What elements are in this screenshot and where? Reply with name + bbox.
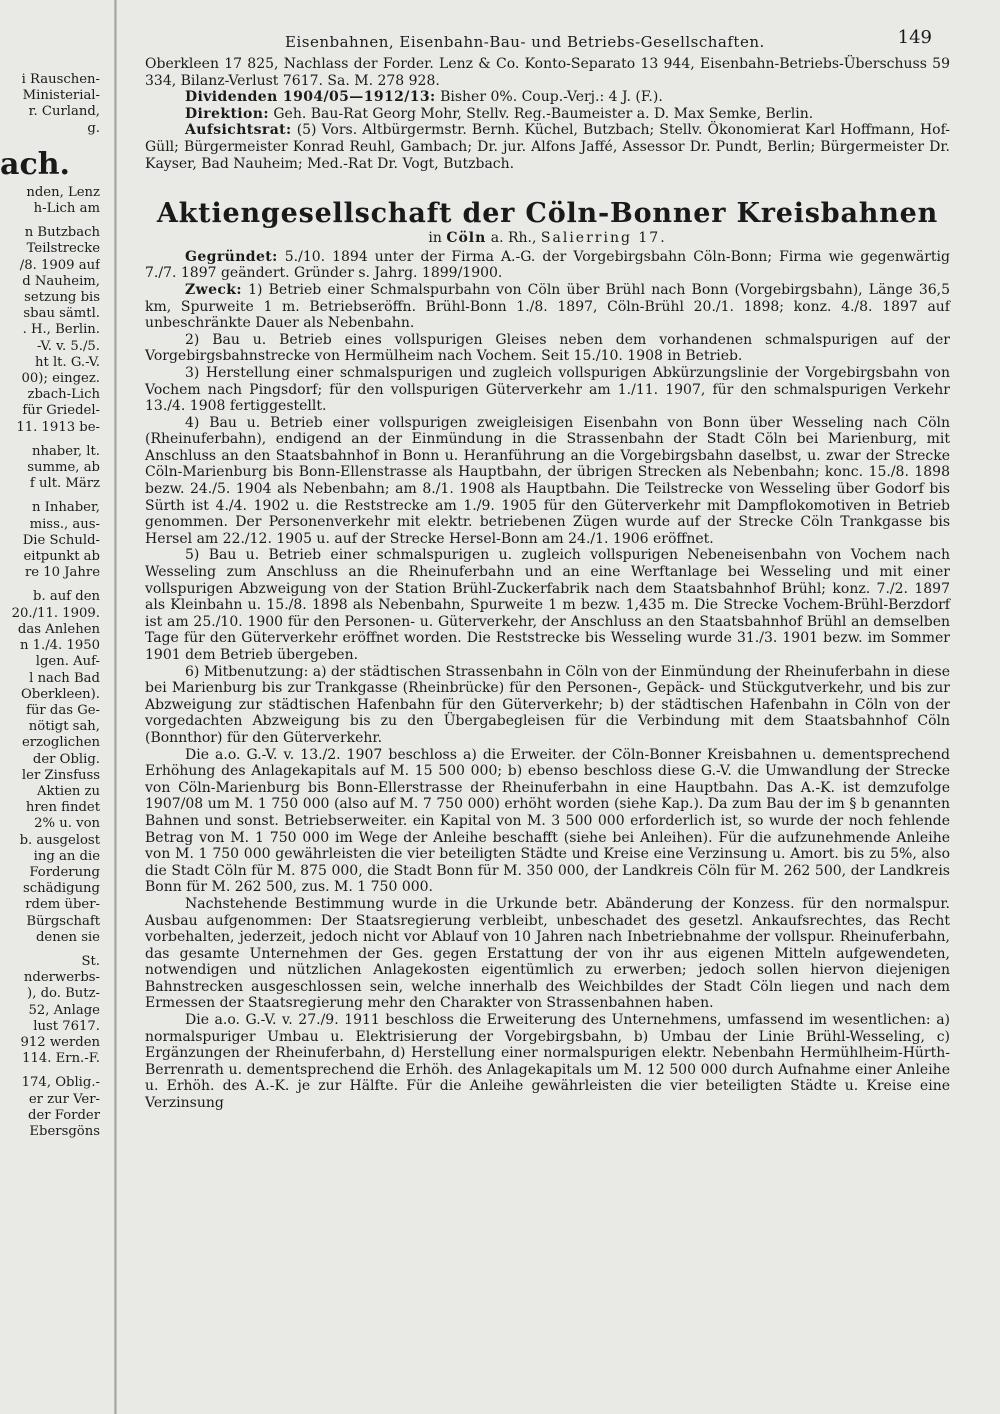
left-column-line: b. ausgelost — [19, 832, 100, 848]
left-column-line: nderwerbs- — [23, 970, 100, 986]
left-column-line: 2% u. von — [34, 816, 100, 832]
left-column-line: eitpunkt ab — [23, 549, 100, 565]
left-column-line: l nach Bad — [29, 670, 100, 686]
company-title: Aktiengesellschaft der Cöln-Bonner Kreisbahnen — [156, 198, 939, 230]
left-column-line: rdem über- — [25, 897, 100, 913]
left-column-line: n Butzbach — [24, 225, 100, 241]
left-column-line: n Inhaber, — [31, 500, 100, 516]
purpose-item-2: 2) Bau u. Betrieb eines vollspurigen Gleises neben dem vorhandenen schmalspurigen auf der Vorgebirgsbahnstrecke von Hermülheim nach Vochem. Seit 15./10. 1908 in Betrieb. — [145, 331, 950, 365]
left-column-line: -V. v. 5./5. — [37, 338, 100, 354]
left-column-line: re 10 Jahre — [24, 565, 100, 581]
left-column-line: . H., Berlin. — [22, 322, 100, 338]
left-column-line: lgen. Auf- — [35, 654, 100, 670]
page-number: 149 — [897, 27, 932, 48]
left-column-line: Aktien zu — [37, 783, 100, 799]
main-column — [145, 27, 950, 1112]
left-column-line — [0, 217, 100, 225]
left-column-line: 11. 1913 be- — [16, 419, 100, 435]
left-column-line: b. auf den — [33, 589, 100, 605]
left-column-line: ), do. Butz- — [27, 986, 100, 1002]
left-column-line: miss., aus- — [29, 516, 100, 532]
page-gutter — [114, 0, 117, 1414]
left-column-line: h-Lich am — [33, 201, 100, 217]
left-column-line: nden, Lenz — [26, 184, 100, 200]
left-column-line: Forderung — [29, 864, 100, 880]
left-column-line: St. — [81, 953, 100, 969]
purpose-item-5: 5) Bau u. Betrieb einer schmalspurigen u. zugleich vollspurigen Nebeneisenbahn von Vochem nach Wesseling zum Anschluss an die Rheinuferbahn und an eine Werftanlage bei Wesseling und mit einer vollspurigen Abzweigung von der Station Brühl-Zuckerfabrik nach dem Staatsbahnhof Brühl; konz. 7./2. 1897 als Kleinbahn u. 15./8. 1898 als Nebenbahn, Spurweite 1 m bezw. 1,435 m. Die Strecke Vochem-Brühl-Berzdorf ist am 25./10. 1900 für den Personen- u. Güterverkehr, der Anschluss an den Staatsbahnhof Brühl an demselben Tage für den Güterverkehr eröffnet worden. Die Reststrecke bis Wesseling wurde 31./3. 1901 bezw. im Sommer 1901 dem Betrieb übergeben. — [145, 547, 950, 663]
founded-paragraph — [145, 249, 950, 282]
left-column-line: ht lt. G.-V. — [34, 354, 100, 370]
left-column-line: 20./11. 1909. — [11, 605, 100, 621]
gv-1907-paragraph: Die a.o. G.-V. v. 13./2. 1907 beschloss a) die Erweiter. der Cöln-Bonner Kreisbahnen u. dementsprechend Erhöhung des Anlagekapitals auf M. 15 500 000; b) ebenso beschloss diese G.-V. die Umwandlung der Strecke von Cöln-Marienburg bis Bonn-Ellerstrasse der Rheinuferbahn in eine Hauptbahn. Das A.-K. ist demzufolge 1907/08 um M. 1 750 000 (also auf M. 7 750 000) erhöht worden (siehe Kap.). Da zum Bau der im § b genannten Bahnen und sonst. Betriebserweiter. ein Kapital von M. 3 500 000 erforderlich ist, so wurde der noch fehlende Betrag von M. 1 750 000 im Wege der Anleihe beschafft (siehe bei Anleihen). Für die aufzunehmende Anleihe von M. 1 750 000 gewährleisten die vier beteiligten Städte und Kreise eine Verzinsung u. Amort. bis zu 5%, also die Stadt Cöln für M. 875 000, die Stadt Bonn für M. 350 000, der Landkreis Cöln für M. 262 500, der Landkreis Bonn für M. 262 500, zus. M. 1 750 000. — [145, 746, 950, 896]
direktion-label: Direktion: — [185, 105, 269, 122]
left-column-line: der Oblig. — [32, 751, 100, 767]
previous-entry-direktion — [145, 106, 950, 123]
left-column-line: hren findet — [25, 800, 100, 816]
left-column-line: ler Zinsfuss — [21, 767, 100, 783]
previous-entry-aufsichtsrat — [145, 122, 950, 172]
left-column-line — [0, 581, 100, 589]
left-column-line: zbach-Lich — [27, 387, 100, 403]
previous-entry-balance: Oberkleen 17 825, Nachlass der Forder. Lenz & Co. Konto-Separato 13 944, Eisenbahn-Betriebs-Überschuss 59 334, Bilanz-Verlust 7617. Sa. M. 278 928. — [145, 56, 950, 89]
left-column-line: ach. — [0, 146, 70, 182]
dividends-label: Dividenden 1904/05—1912/13: — [185, 89, 436, 106]
founded-text: 5./10. 1894 unter der Firma A.-G. der Vorgebirgsbahn Cöln-Bonn; Firma wie gegenwärtig 7./7. 1897 geändert. Gründer s. Jahrg. 1899/1900. — [145, 248, 950, 282]
running-head — [145, 27, 950, 56]
left-column-line — [0, 946, 100, 954]
left-column-line — [0, 1067, 100, 1075]
founded-label: Gegründet: — [185, 248, 278, 265]
left-column-line: 114. Ern.-F. — [22, 1051, 100, 1067]
left-column-line — [0, 436, 100, 444]
left-column-line: Bürgschaft — [26, 913, 100, 929]
left-column-line: lust 7617. — [33, 1018, 100, 1034]
left-column-line: denen sie — [35, 929, 100, 945]
left-column-line: für das Ge- — [26, 702, 100, 718]
left-column-line: i Rauschen- — [21, 72, 100, 87]
left-column-line — [0, 137, 100, 145]
location-mid: a. Rh., — [486, 230, 541, 247]
previous-entry-dividends — [145, 89, 950, 106]
location-prefix: in — [428, 230, 442, 247]
left-column-line: Ministerial- — [22, 88, 100, 104]
left-column-line: für Griedel- — [22, 403, 100, 419]
purpose-text: 1) Betrieb einer Schmalspurbahn von Cöln über Brühl nach Bonn (Vorgebirgsbahn), Länge 36,5 km, Spurweite 1 m. Betriebseröffn. Brühl-Bonn 1./8. 1897, Cöln-Brühl 20./1. 1898; konz. 4./8. 1897 auf unbeschränkte Dauer als Nebenbahn. — [145, 281, 950, 332]
left-column-line: er zur Ver- — [28, 1091, 100, 1107]
left-column-line: Oberkleen). — [20, 686, 100, 702]
left-column-line: sbau sämtl. — [23, 306, 100, 322]
previous-page-column-fragment — [0, 72, 100, 1392]
left-column-line: 52, Anlage — [28, 1002, 100, 1018]
gv-1911-paragraph: Die a.o. G.-V. v. 27./9. 1911 beschloss die Erweiterung des Unternehmens, umfassend im wesentlichen: a) normalspuriger Umbau u. Elektrisierung der Vorgebirgsbahn, b) Umbau der Linie Brühl-Wesseling, c) Ergänzungen der Rheinuferbahn, d) Herstellung einer normalspurigen elektr. Nebenbahn Hermühlheim-Hürth-Berrenrath u. dementsprechend die Erhöh. des Anlagekapitals um M. 12 500 000 durch Aufnahme einer Anleihe u. Erhöh. des A.-K. je zur Hälfte. Für die Anleihe gewährleisten die vier beteiligten Städte u. Kreise eine Verzinsung — [145, 1012, 950, 1112]
company-location — [145, 230, 950, 247]
company-city: Cöln — [446, 230, 487, 247]
running-head-title: Eisenbahnen, Eisenbahn-Bau- und Betriebs-Gesellschaften. — [285, 33, 765, 51]
left-column-line: das Anlehen — [17, 621, 100, 637]
left-column-line: der Forder — [28, 1107, 100, 1123]
direktion-text: Geh. Bau-Rat Georg Mohr, Stellv. Reg.-Baumeister a. D. Max Semke, Berlin. — [268, 105, 814, 122]
company-address: Salierring 17. — [540, 230, 667, 247]
purpose-label: Zweck: — [185, 281, 242, 298]
left-column-line: 00); eingez. — [21, 371, 100, 387]
left-column-line: r. Curland, — [28, 104, 100, 120]
left-column-line: nötigt sah, — [28, 719, 100, 735]
left-column-line: f ult. März — [29, 476, 100, 492]
left-column-line: 174, Oblig.- — [21, 1075, 100, 1091]
left-column-line: 912 werden — [20, 1034, 100, 1050]
left-column-line: /8. 1909 auf — [19, 257, 100, 273]
purpose-item-6: 6) Mitbenutzung: a) der städtischen Strassenbahn in Cöln von der Einmündung der Rheinuferbahn in diese bei Marienburg bis zur Trankgasse (Rheinbrücke) für den Personen-, Gepäck- und Stückgutverkehr, und bis zur Abzweigung zur städtischen Hafenbahn für den Güterverkehr; b) der städtischen Hafenbahn in Cöln von der vorgedachten Abzweigung bis zu den Übergabegleisen für die Verbindung mit dem Staatsbahnhof Cöln (Bonnthor) für den Güterverkehr. — [145, 663, 950, 746]
concession-paragraph: Nachstehende Bestimmung wurde in die Urkunde betr. Abänderung der Konzess. für den normalspur. Ausbau aufgenommen: Der Staatsregierung verbleibt, unbeschadet des gesetzl. Ankaufsrechtes, das Recht vorbehalten, jederzeit, jedoch nicht vor Ablauf von 10 Jahren nach Inbetriebnahme der vollspur. Rheinuferbahn, das gesamte Unternehmen der Ges. gegen Erstattung der von ihr aus eigenen Mitteln aufgewendeten, notwendigen und nützlichen Anlagekosten eigentümlich zu erwerben; jedoch sollen hiervon diejenigen Bahnstrecken ausgeschlossen sein, welche innerhalb des Weichbildes der Stadt Cöln liegen und nach dem Ermessen der Staatsregierung mehr den Charakter von Strassenbahnen haben. — [145, 895, 950, 1012]
left-column-line: n 1./4. 1950 — [19, 638, 100, 654]
left-column-line: d Nauheim, — [22, 273, 100, 289]
purpose-item-4: 4) Bau u. Betrieb einer vollspurigen zweigleisigen Eisenbahn von Bonn über Wesseling nach Cöln (Rheinuferbahn), endigend an der Einmündung in die Strassenbahn der Stadt Cöln bei Marienburg, mit Anschluss an den Staatsbahnhof in Bonn u. Heranführung an die Vorgebirgsbahn daselbst, u. zwar der Strecke Cöln-Marienburg bis Bonn-Ellenstrasse als Hauptbahn, der übrigen Strecken als Nebenbahn; konc. 15./8. 1898 bezw. 24./5. 1904 als Nebenbahn; am 8./1. 1908 als Hauptbahn. Die Teilstrecke von Wesseling über Godorf bis Sürth ist 4./4. 1902 u. die Reststrecke am 1./9. 1905 für den Güterverkehr mit Dampflokomotiven in Betrieb genommen. Der Personenverkehr mit elektr. betriebenen Zügen wurde auf der Strecke Cöln Trankgasse bis Hersel am 22./12. 1905 u. auf der Strecke Hersel-Bonn am 24./1. 1906 eröffnet. — [145, 414, 950, 547]
purpose-item-3: 3) Herstellung einer schmalspurigen und zugleich vollspurigen Abkürzungslinie der Vorgebirgsbahn von Vochem nach Pingsdorf; für den vollspurigen Güterverkehr am 1./11. 1907, für den schmalspurigen Verkehr 13./4. 1908 fertiggestellt. — [145, 364, 950, 415]
left-column-line: Teilstrecke — [26, 241, 100, 257]
left-column-line: setzung bis — [24, 290, 100, 306]
left-column-line: ing an die — [33, 848, 100, 864]
aufsichtsrat-text: (5) Vors. Altbürgermstr. Bernh. Küchel, Butzbach; Stellv. Ökonomierat Karl Hoffmann, Hof-Güll; Bürgermeister Konrad Reuhl, Gambach; Dr. jur. Alfons Jaffé, Assessor Dr. Pundt, Berlin; Bürgermeister Dr. Kayser, Bad Nauheim; Med.-Rat Dr. Vogt, Butzbach. — [145, 122, 950, 172]
left-column-line: summe, ab — [27, 460, 100, 476]
dividends-text: Bisher 0%. Coup.-Verj.: 4 J. (F.). — [435, 89, 663, 106]
left-column-line: nhaber, lt. — [31, 443, 100, 459]
left-column-line: Die Schuld- — [22, 532, 100, 548]
purpose-paragraph — [145, 282, 950, 332]
left-column-line — [0, 492, 100, 500]
left-column-line: erzoglichen — [21, 735, 100, 751]
aufsichtsrat-label: Aufsichtsrat: — [185, 122, 292, 139]
left-column-line: g. — [87, 120, 100, 136]
left-column-line: Ebersgöns — [29, 1123, 100, 1139]
left-column-line: schädigung — [22, 881, 100, 897]
